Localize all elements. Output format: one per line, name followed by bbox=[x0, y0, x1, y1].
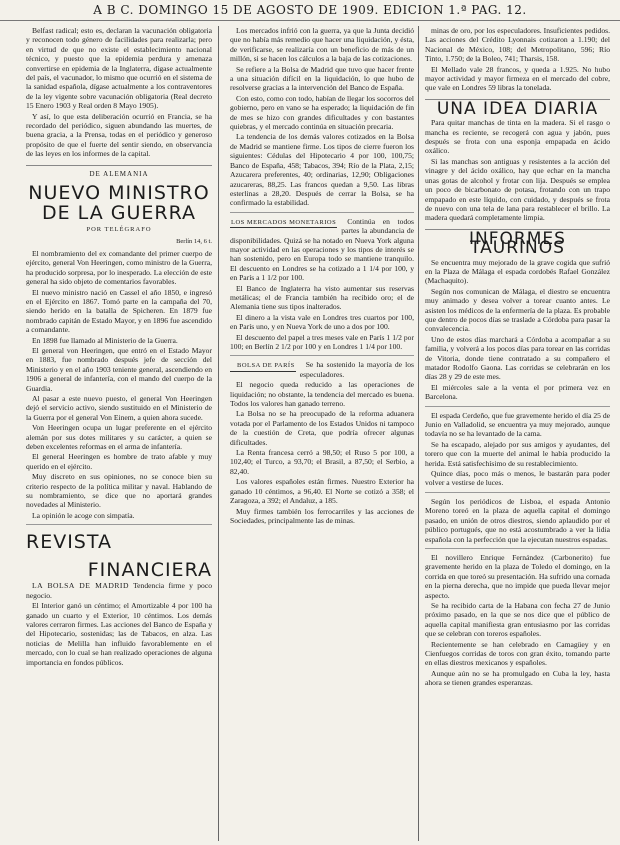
paragraph: Se encuentra muy mejorado de la grave cogida que sufrió en la Plaza de Málaga el espada cordobés Rafael González (Machaquito). bbox=[425, 257, 610, 286]
section-box-label: LOS MERCADOS MONETARIOS bbox=[230, 218, 337, 228]
paragraph: Se refiere a la Bolsa de Madrid que tuvo que hacer frente a una situación difícil en la liquidación, lo que hubo de resolverse gracias a la intervención del Banco de España. bbox=[230, 64, 414, 93]
headline-una-idea-diaria: UNA IDEA DIARIA bbox=[425, 99, 610, 114]
section-title: LA BOLSA DE MADRID bbox=[32, 581, 129, 591]
divider bbox=[26, 524, 212, 525]
paragraph: El Interior ganó un céntimo; el Amortizable 4 por 100 ha ganado un cuarto y el Exterior, 10 céntimos. Los demás valores cerraron firmes. Las acciones del Banco de España y del Hipotecario, sostenidas; las de Tabacos, en alza. Las noticias de Melilla han influido favorablemente en el mercado, con lo cual se han realizado operaciones de alguna importancia en fondos públicos. bbox=[26, 601, 212, 667]
paragraph: El general Heeringen es hombre de trato afable y muy querido en el ejército. bbox=[26, 452, 212, 471]
paragraph: El espada Cerdeño, que fue gravemente herido el día 25 de Junio en Valladolid, se encuentra ya muy mejorado, aunque todavía no se ha levantado de la cama. bbox=[425, 410, 610, 439]
headline-revista: REVISTA bbox=[26, 531, 112, 554]
divider bbox=[425, 548, 610, 549]
paragraph: El nombramiento del ex comandante del primer cuerpo de ejército, general Von Heeringen, como ministro de la Guerra, ha producido sorpresa, por lo inesperado. La elección de este general ha sido objeto de comentarios favorables. bbox=[26, 248, 212, 287]
section-intro: Tendencia firme y poco negocio. bbox=[26, 581, 212, 600]
paragraph: Aunque aún no se ha promulgado en Cuba la ley, hasta ahora se tienen grandes esperanzas. bbox=[425, 668, 610, 688]
paragraph: Belfast radical; esto es, declaran la vacunación obligatoria y reconocen todo género de facilidades para realizarla; pero en virtud de que no existe el establecimiento nacional técnico, y puesto que la epidemia perdura y amenaza convertirse en epidemia de la Inglaterra, dígase actualmente del país, el vacunador, lo mismo que ocurrió en el sistema de la sanidad española, dígase actualmente a los contraventores de la ley vigente sobre vacunación obligatoria (Real decreto 15 Enero 1903 y Real orden 8 Mayo 1905). bbox=[26, 26, 212, 111]
paragraph: Uno de estos días marchará a Córdoba a acompañar a su familia, y volverá a los pocos días para torear en las corridas de Vitoria, donde tiene contratado a su compañero el matador Rodolfo Gaona. Las corridas se celebrarán en los días 28 y 29 de este mes. bbox=[425, 334, 610, 382]
header-text: A B C. DOMINGO 15 DE AGOSTO DE 1909. EDICION 1.ª PAG. 12. bbox=[93, 3, 527, 17]
paragraph: La opinión le acoge con simpatía. bbox=[32, 510, 135, 520]
divider bbox=[425, 406, 610, 407]
paragraph: El novillero Enrique Fernández (Carbonerito) fue gravemente herido en la plaza de Toledo el domingo, en la corrida en que toreó su presentación. Ha sufrido una cornada en la pierna derecha, que no impide que pueda llevar mejor aspecto. bbox=[425, 552, 610, 600]
paragraph: Si las manchas son antiguas y resistentes a la acción del vinagre y del ácido oxálico, hay que echar en la mancha unas gotas de alcohol y frotar con lija. Después se emplea un poco de bicarbonato de potasa, frotando con un trapo empapado en este líquido, con cuidado, y después se frota de nuevo con una tela de lana para restablecer el brillo. La madera quedará completamente limpia. bbox=[425, 156, 610, 223]
paragraph: Al pasar a este nuevo puesto, el general Von Heeringen dejó el servicio activo, siendo sustituido en el Ministerio de la Guerra por el general Von Einem, a quien ahora sucede. bbox=[26, 394, 212, 422]
headline-informes-taurinos: INFORMES TAURINOS bbox=[425, 229, 610, 254]
paragraph: La tendencia de los demás valores cotizados en la Bolsa de Madrid se mantiene firme. Los tipos de cierre fueron los siguientes: Cédulas del Hipotecario 4 por 100, 100,75; Banco de España, 458; Tabacos, 394; Río de la Plata, 2,15; Azucarera preferentes, 40; ordinarias, 12,90; Obligaciones azucareras, 88,25. Las francos quedan a 9,50. Las libras esterlinas a 28,20. Después de cerrar la Bolsa, se ha confirmado la estabilidad. bbox=[230, 132, 414, 208]
column-left bbox=[26, 26, 212, 841]
paragraph: El nuevo ministro nació en Cassel el año 1850, e ingresó en el Ejército en 1867. Tomó parte en la campaña del 70, siendo herido en la batalla de Spicheren. En 1879 fue nombrado capitán de Estado Mayor, y en 1896 fue ascendido a comandante. bbox=[26, 287, 212, 335]
paragraph: La Renta francesa cerró a 98,50; el Ruso 5 por 100, a 102,40; el Turco, a 93,70; el Brasil, a 87,50; el Serbio, a 82,40. bbox=[230, 448, 414, 476]
paragraph: El Mellado vale 28 francos, y queda a 1.925. No hubo mayor actividad y mayor firmeza en el mercado del cobre, que vale en Londres 59 libras la tonelada. bbox=[425, 64, 610, 93]
paragraph: Según los periódicos de Lisboa, el espada Antonio Moreno toreó en la plaza de aquella capital el domingo pasado, en unión de otros diestros, siendo aplaudido por el público portugués, que no está acostumbrado a ver la lidia española con la perfección que la ejecutan nuestros espadas. bbox=[425, 496, 610, 544]
divider bbox=[230, 212, 414, 213]
headline-nuevo-ministro: NUEVO MINISTRO DE LA GUERRA bbox=[28, 182, 210, 225]
divider bbox=[425, 492, 610, 493]
paragraph: El miércoles sale a la venta el por primera vez en Barcelona. bbox=[425, 382, 610, 402]
paragraph: La Bolsa no se ha preocupado de la reforma aduanera votada por el Parlamento de los Estados Unidos ni tampoco de la cuestión de Creta, que podría ofrecer algunas dificultades. bbox=[230, 409, 414, 447]
column-right bbox=[425, 26, 610, 841]
paragraph: En 1898 fue llamado al Ministerio de la Guerra. bbox=[32, 335, 178, 345]
divider bbox=[230, 355, 414, 356]
paragraph: Se ha recibido carta de la Habana con fecha 27 de Junio próximo pasado, en la que se nos dice que el público de aquella capital manifiesta gran entusiasmo por las corridas que se celebran con toreros españoles. bbox=[425, 600, 610, 639]
column-rule bbox=[218, 26, 219, 841]
paragraph: Muy discreto en sus opiniones, no se conoce bien su criterio respecto de la política militar y naval. Hablando de su nombramiento, se dice que no aportará grandes novedades al Ministerio. bbox=[26, 472, 212, 510]
section-intro: Se ha sostenido la mayoría de los especuladores. bbox=[299, 360, 414, 379]
dateline: Berlín 14, 6 t. bbox=[176, 237, 212, 245]
paragraph: Muy firmes también los ferrocarriles y las acciones de Sociedades, principalmente las de minas. bbox=[230, 506, 414, 525]
paragraph: Recientemente se han celebrado en Camagüey y en Cienfuegos corridas de toros con gran éxito, tomando parte en ellas diestros mexicanos y españoles. bbox=[425, 639, 610, 668]
paragraph: Von Heeringen ocupa un lugar preferente en el ejército alemán por sus dotes militares y su carácter, a quien se deben excelentes reformas en el arma de infantería. bbox=[26, 423, 212, 452]
section-label: DE ALEMANIA bbox=[26, 165, 212, 179]
paragraph: Quince días, poco más o menos, le bastarán para poder volver a vestirse de luces. bbox=[425, 469, 610, 488]
paragraph: Los mercados infrió con la guerra, ya que la Junta decidió que no había más remedio que hacer una liquidación, y ésta, de verificarse, se realizaría con un beneficio de más de un millón, si se hacen los cálculos a la baja de las cotizaciones. bbox=[230, 26, 414, 64]
paragraph: Continúa en todos partes la abundancia de disponibilidades. Quizá se ha notado en Nueva York alguna mayor actividad en las operaciones y los tipos de interés se han sostenido, pero en Europa todo se mantiene tranquilo. El descuento en Londres se ha cotizado a 1 1/4 por 100, y en París a 1 1/2 por 100. bbox=[230, 216, 414, 283]
paragraph: El general von Heeringen, que entró en el Estado Mayor en 1883, fue nombrado después jefe de sección del Ministerio y en el año 1903 teniente general, ascendiendo en 1906 a general de infantería, con el mando del cuerpo de la Guardia. bbox=[26, 345, 212, 393]
paragraph: El negocio queda reducido a las operaciones de liquidación; no obstante, la tendencia del mercado es buena. Todos los valores han ganado terreno. bbox=[230, 380, 414, 409]
paragraph: Los valores españoles están firmes. Nuestro Exterior ha ganado 10 céntimos, a 96,40. El Norte se cotizó a 358; el Zaragoza, a 392; el Andaluz, a 185. bbox=[230, 477, 414, 506]
paragraph: El descuento del papel a tres meses vale en París 1 1/2 por 100; en Berlín 2 1/2 por 100 y en Londres 1 1/4 por 100. bbox=[230, 332, 414, 351]
paragraph: minas de oro, por los especuladores. Insuficientes pedidos. Las acciones del Crédito Lyonnais cotizaron a 1.190; del Nacional de México, 108; del Metropolitano, 596; Río Tinto, 1.750; de la Boleo, 741; Tharsis, 158. bbox=[425, 26, 610, 64]
headline-financiera: FINANCIERA bbox=[87, 559, 212, 582]
paragraph: El dinero a la vista vale en Londres tres cuartos por 100, en París uno, y en Nueva York de uno a dos por 100. bbox=[230, 312, 414, 332]
paragraph: Para quitar manchas de tinta en la madera. Si el rasgo o mancha es reciente, se recogerá con agua y jabón, pues después se frota con una esponja empapada en ácido oxálico. bbox=[425, 118, 610, 156]
paragraph: Y así, lo que esta deliberación ocurrió en Francia, se ha recordado del periódico, siguen abundando las muertes, de buena gracia, a la Prensa, todas en el periódico y generoso propósito de que el fuerte del sentir siendo, en observancia de las leyes en los informes de la capital. bbox=[26, 111, 212, 159]
page-header bbox=[0, 0, 620, 21]
byline: POR TELÉGRAFO bbox=[86, 226, 152, 234]
paragraph: Se ha escapado, alejado por sus amigos y ayudantes, del torero que con la muerte del animal le había producido la herida. Está satisfechísimo de su restablecimiento. bbox=[425, 439, 610, 468]
paragraph: Con esto, como con todo, habían de llegar los socorros del gobierno, pero en vano se ha esperado; la liquidación de fin de mes se hizo con grandes dificultades y con bastantes quiebras, y el mercado continúa en situación precaria. bbox=[230, 93, 414, 132]
section-title: BOLSA DE PARÍS bbox=[230, 361, 296, 371]
column-rule bbox=[418, 26, 419, 841]
paragraph: Según nos comunican de Málaga, el diestro se encuentra muy animado y desea volver a torear cuanto antes. Le asisten los médicos de la enfermería de la plaza. Es probable que dentro de pocos días se traslade a Córdoba para pasar la convalecencia. bbox=[425, 286, 610, 334]
paragraph: El Banco de Inglaterra ha visto aumentar sus reservas metálicas; el de Francia también ha recibido oro; el de Alemania tiene sus tipos inalterados. bbox=[230, 283, 414, 312]
column-middle bbox=[230, 26, 414, 841]
